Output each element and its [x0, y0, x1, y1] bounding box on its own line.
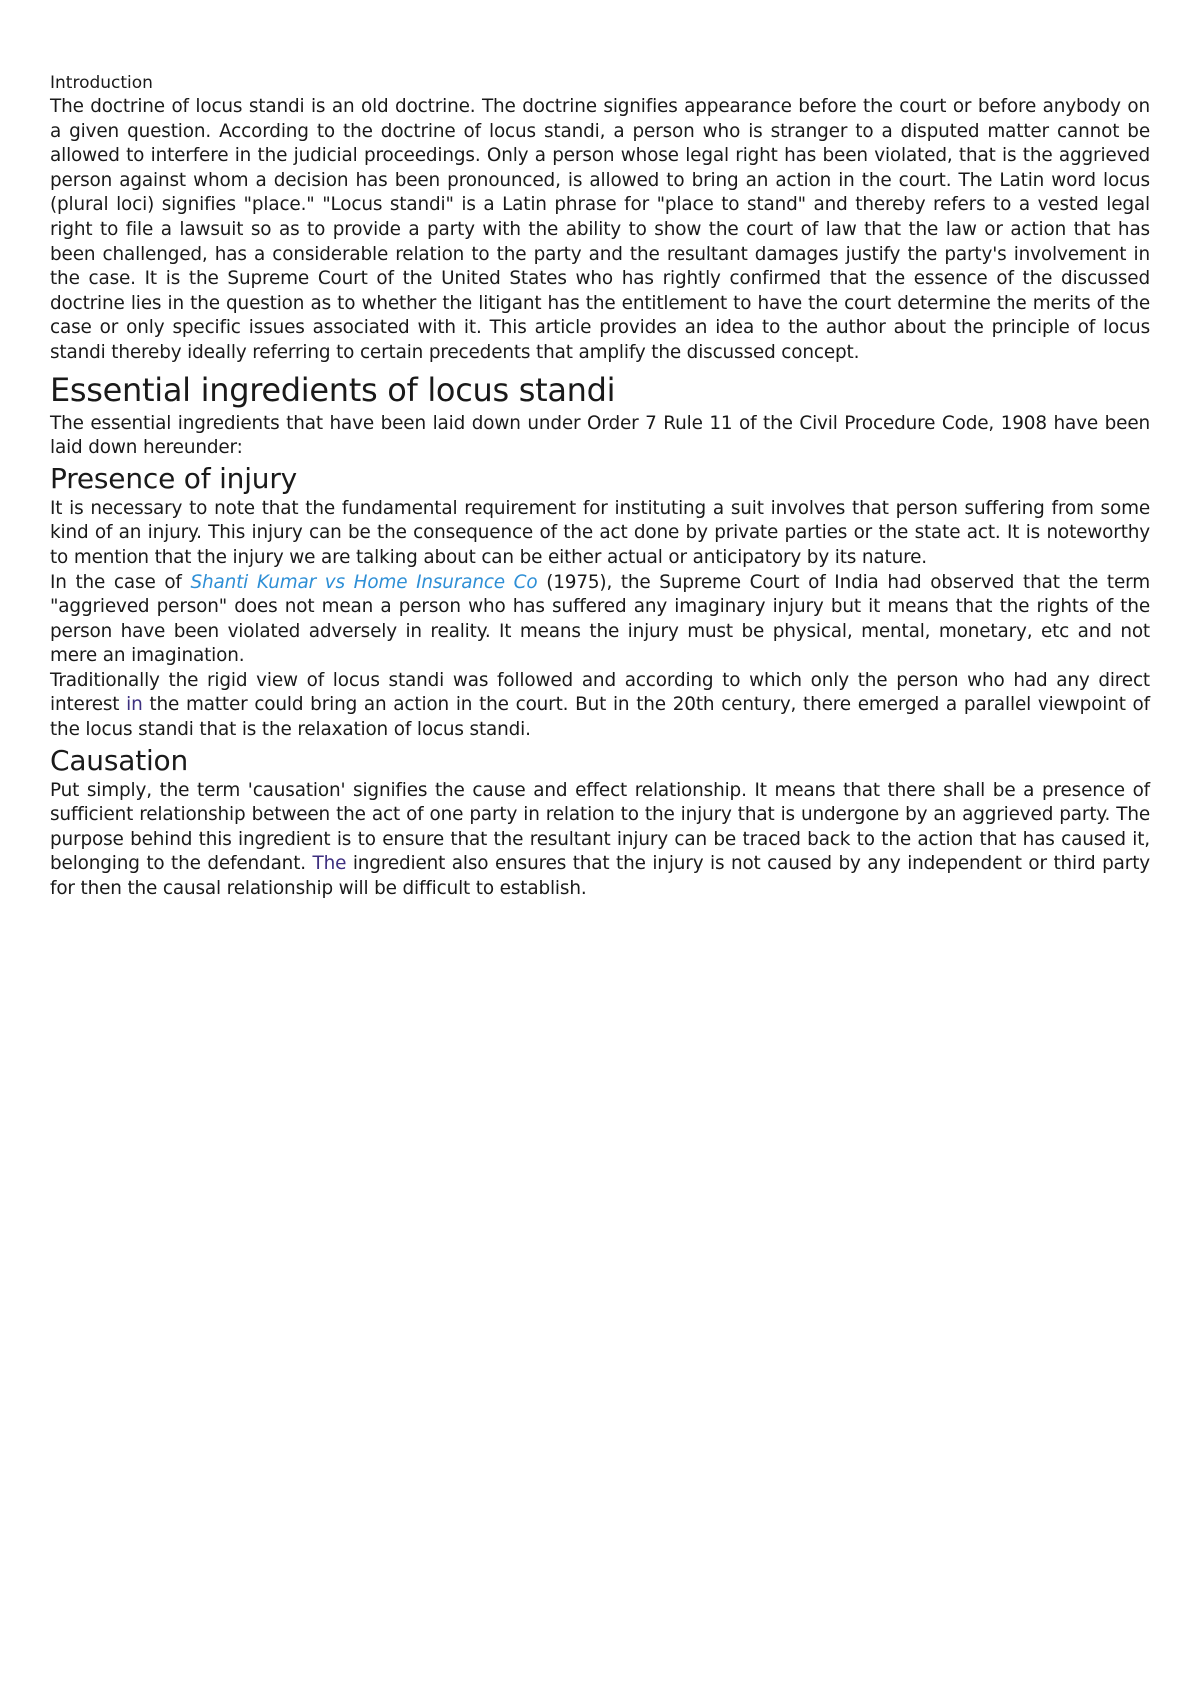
causation-paragraph — [50, 779, 1150, 902]
essential-ingredients-paragraph: The essential ingredients that have been laid down under Order 7 Rule 11 of the Civil Procedure Code, 1908 have been laid down hereunder: — [50, 412, 1150, 459]
injury-paragraph-3-lead: Traditionally the rigid view of locus standi was followed and according to which only the person who had any direct interest — [50, 669, 1150, 716]
causation-paragraph-lead: Put simply, the term 'causation' signifies the cause and effect relationship. It means that there shall be a presence of sufficient relationship between the act of one party in relation to the injury that is undergone by an aggrieved party. The purpose behind this ingredient is to ensure that the resultant injury can be traced back to the action that has caused it, belonging to the defendant. — [50, 779, 1150, 875]
injury-paragraph-2 — [50, 571, 1150, 669]
injury-paragraph-3 — [50, 669, 1150, 743]
causation-paragraph-rest: ingredient also ensures that the injury is not caused by any independent or third party for then the causal relationship will be difficult to establish. — [50, 853, 1150, 900]
introduction-label: Introduction — [50, 73, 153, 93]
injury-paragraph-1: It is necessary to note that the fundamental requirement for instituting a suit involves that person suffering from some kind of an injury. This injury can be the consequence of the act done by private parties or the state act. It is noteworthy to mention that the injury we are talking about can be either actual or anticipatory by its nature. — [50, 497, 1150, 568]
document-page — [50, 72, 1150, 902]
injury-paragraph-2-rest: (1975), the Supreme Court of India had observed that the term "aggrieved person" does not mean a person who has suffered any imaginary injury but it means that the rights of the person have been violated adversely in reality. It means the injury must be physical, mental, monetary, etc and not mere an imagination. — [50, 571, 1150, 667]
case-link-shanti-kumar[interactable]: Shanti Kumar vs Home Insurance Co — [190, 571, 538, 593]
essential-ingredients-heading: Essential ingredients of locus standi — [50, 370, 616, 409]
introduction-paragraph: The doctrine of locus standi is an old doctrine. The doctrine signifies appearance before the court or before anybody on a given question. According to the doctrine of locus standi, a person who is stranger to a disputed matter cannot be allowed to interfere in the judicial proceedings. Only a person whose legal right has been violated, that is the aggrieved person against whom a decision has been pronounced, is allowed to bring an action in the court. The Latin word locus (plural loci) signifies "place." "Locus standi" is a Latin phrase for "place to stand" and thereby refers to a vested legal right to file a lawsuit so as to provide a party with the ability to show the court of law that the law or action that has been challenged, has a considerable relation to the party and the resultant damages justify the party's involvement in the case. It is the Supreme Court of the United States who has rightly confirmed that the essence of the discussed doctrine lies in the question as to whether the litigant has the entitlement to have the court determine the merits of the case or only specific issues associated with it. This article provides an idea to the author about the principle of locus standi thereby ideally referring to certain precedents that amplify the discussed concept. — [50, 96, 1150, 363]
injury-paragraph-2-lead: In the case of — [50, 571, 191, 593]
causation-heading: Causation — [50, 743, 189, 777]
presence-of-injury-heading: Presence of injury — [50, 461, 298, 495]
injury-paragraph-3-rest: the matter could bring an action in the court. But in the 20th century, there emerged a parallel viewpoint of the locus standi that is the relaxation of locus standi. — [50, 694, 1150, 741]
highlighted-word-the: The — [312, 853, 347, 875]
highlighted-word-in: in — [126, 694, 143, 716]
